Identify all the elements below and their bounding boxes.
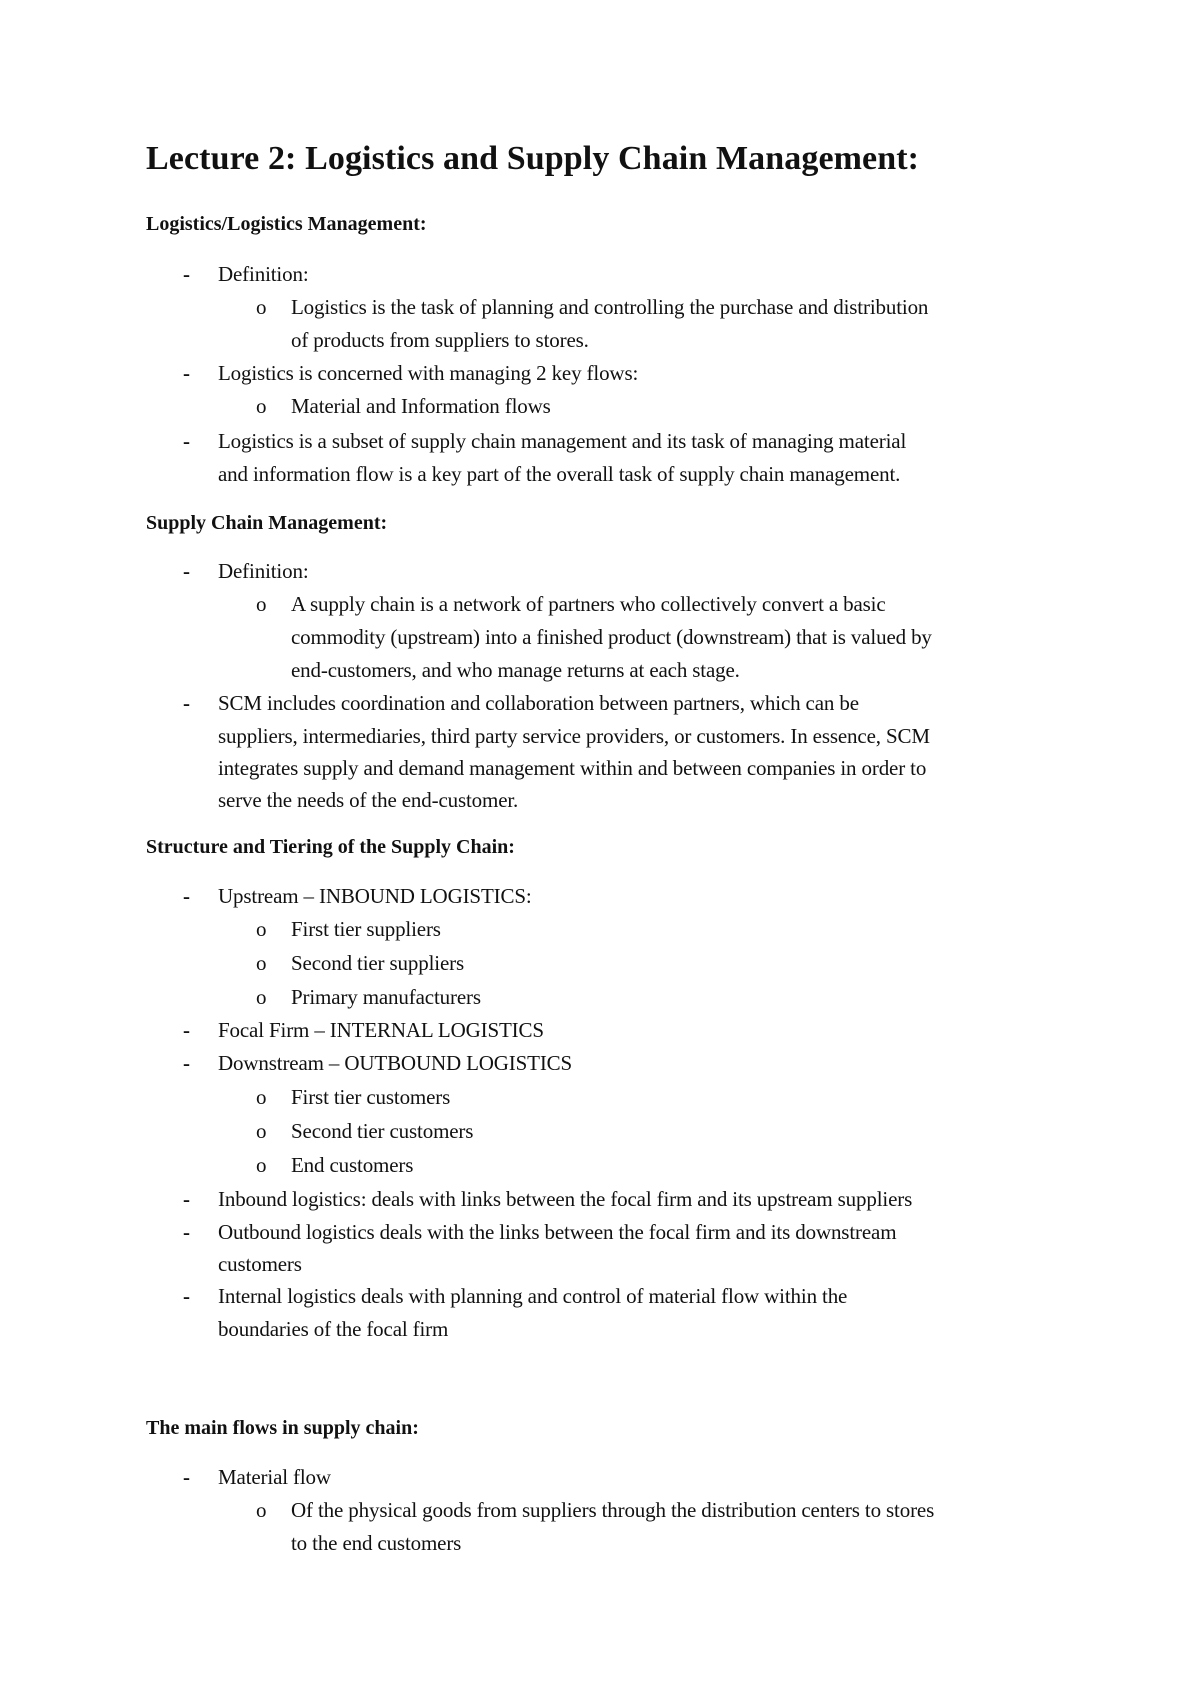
list-item-continuation: of products from suppliers to stores. xyxy=(291,328,589,352)
list-item: First tier suppliers xyxy=(291,917,441,941)
dash-bullet: - xyxy=(183,429,190,453)
list-item-continuation: suppliers, intermediaries, third party service providers, or customers. In essence, SCM xyxy=(218,724,930,748)
circle-bullet: o xyxy=(256,951,267,975)
list-item: Definition: xyxy=(218,559,309,583)
dash-bullet: - xyxy=(183,559,190,583)
list-item-continuation: and information flow is a key part of the overall task of supply chain management. xyxy=(218,462,901,486)
list-item: Upstream – INBOUND LOGISTICS: xyxy=(218,884,532,908)
circle-bullet: o xyxy=(256,1153,267,1177)
list-item: Downstream – OUTBOUND LOGISTICS xyxy=(218,1051,573,1075)
list-item: A supply chain is a network of partners who collectively convert a basic xyxy=(291,592,886,616)
list-item: Second tier suppliers xyxy=(291,951,464,975)
dash-bullet: - xyxy=(183,884,190,908)
dash-bullet: - xyxy=(183,262,190,286)
dash-bullet: - xyxy=(183,1187,190,1211)
list-item: Material flow xyxy=(218,1465,331,1489)
circle-bullet: o xyxy=(256,592,267,616)
circle-bullet: o xyxy=(256,394,267,418)
list-item-continuation: boundaries of the focal firm xyxy=(218,1317,449,1341)
list-item-continuation: end-customers, and who manage returns at each stage. xyxy=(291,658,740,682)
dash-bullet: - xyxy=(183,691,190,715)
circle-bullet: o xyxy=(256,1085,267,1109)
list-item: Focal Firm – INTERNAL LOGISTICS xyxy=(218,1018,544,1042)
list-item: Second tier customers xyxy=(291,1119,474,1143)
list-item-continuation: customers xyxy=(218,1252,302,1276)
circle-bullet: o xyxy=(256,295,267,319)
list-item: Logistics is the task of planning and controlling the purchase and distribution xyxy=(291,295,929,319)
list-item-continuation: to the end customers xyxy=(291,1531,462,1555)
dash-bullet: - xyxy=(183,361,190,385)
list-item: Material and Information flows xyxy=(291,394,551,418)
list-item-continuation: commodity (upstream) into a finished product (downstream) that is valued by xyxy=(291,625,932,649)
list-item: Definition: xyxy=(218,262,309,286)
list-item: Logistics is a subset of supply chain management and its task of managing material xyxy=(218,429,907,453)
dash-bullet: - xyxy=(183,1465,190,1489)
list-item: First tier customers xyxy=(291,1085,451,1109)
circle-bullet: o xyxy=(256,985,267,1009)
dash-bullet: - xyxy=(183,1220,190,1244)
section-heading-structure: Structure and Tiering of the Supply Chain: xyxy=(146,836,515,858)
dash-bullet: - xyxy=(183,1018,190,1042)
dash-bullet: - xyxy=(183,1051,190,1075)
list-item: Outbound logistics deals with the links between the focal firm and its downstream xyxy=(218,1220,897,1244)
page-title: Lecture 2: Logistics and Supply Chain Management: xyxy=(146,140,920,177)
list-item: End customers xyxy=(291,1153,414,1177)
list-item: Primary manufacturers xyxy=(291,985,481,1009)
list-item-continuation: integrates supply and demand management within and between companies in order to xyxy=(218,756,927,780)
list-item-continuation: serve the needs of the end-customer. xyxy=(218,788,519,812)
list-item: Internal logistics deals with planning and control of material flow within the xyxy=(218,1284,848,1308)
circle-bullet: o xyxy=(256,1498,267,1522)
section-heading-main-flows: The main flows in supply chain: xyxy=(146,1417,419,1439)
list-item: Logistics is concerned with managing 2 key flows: xyxy=(218,361,639,385)
list-item: Of the physical goods from suppliers through the distribution centers to stores xyxy=(291,1498,935,1522)
list-item: SCM includes coordination and collaboration between partners, which can be xyxy=(218,691,859,715)
section-heading-scm: Supply Chain Management: xyxy=(146,512,388,534)
circle-bullet: o xyxy=(256,1119,267,1143)
section-heading-logistics: Logistics/Logistics Management: xyxy=(146,213,427,235)
list-item: Inbound logistics: deals with links between the focal firm and its upstream suppliers xyxy=(218,1187,913,1211)
dash-bullet: - xyxy=(183,1284,190,1308)
circle-bullet: o xyxy=(256,917,267,941)
